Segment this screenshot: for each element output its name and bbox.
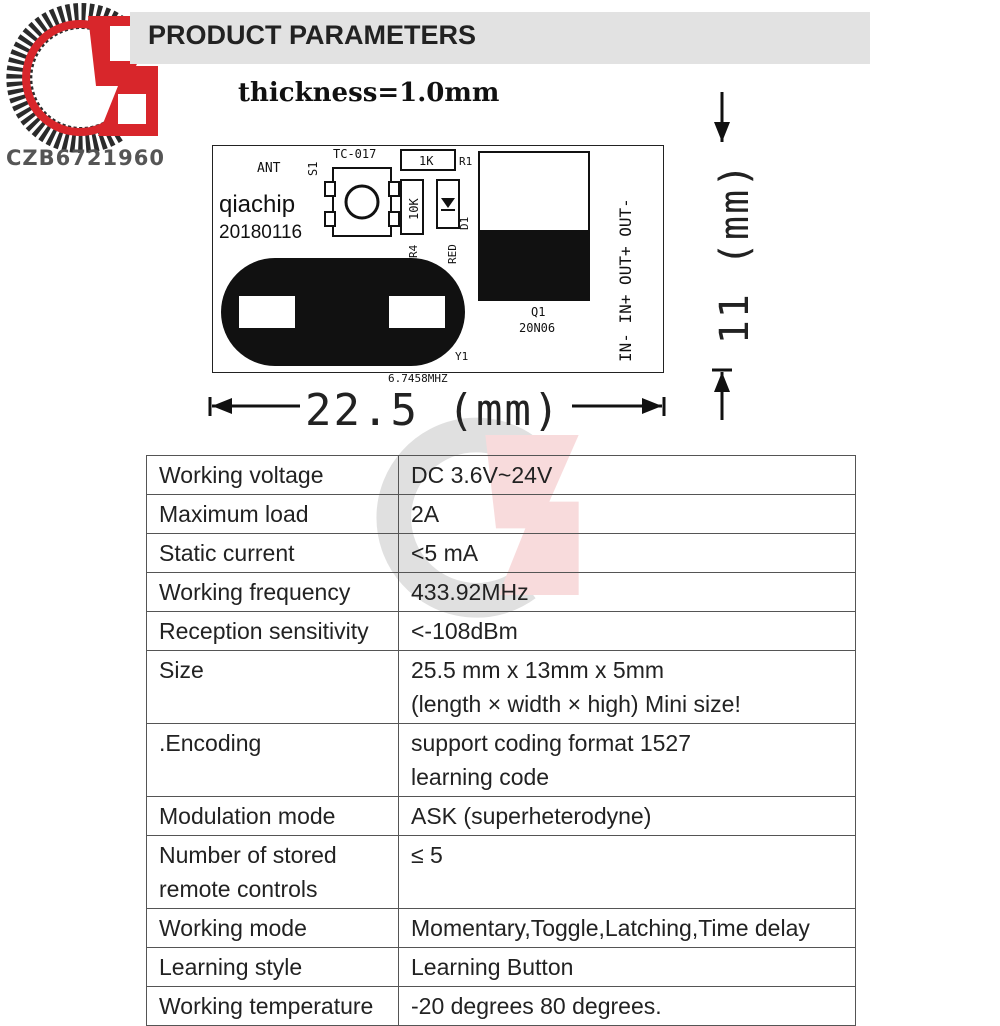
param-value-line: learning code: [411, 764, 550, 790]
param-value-line: ASK (superheterodyne): [411, 803, 652, 829]
height-dimension: 11 (mm): [712, 161, 758, 344]
param-name: Learning style: [147, 948, 399, 987]
height-dimension-wrap: [705, 145, 765, 360]
board-date: 20180116: [219, 222, 303, 243]
pin-labels: IN- IN+ OUT+ OUT-: [616, 198, 635, 362]
table-row: [147, 456, 856, 495]
param-value: [399, 909, 856, 948]
table-row: [147, 724, 856, 797]
table-row: [147, 909, 856, 948]
thickness-label: thickness=1.0mm: [238, 78, 500, 108]
param-value: [399, 987, 856, 1026]
param-value-line: Momentary,Toggle,Latching,Time delay: [411, 915, 810, 941]
param-name: Reception sensitivity: [147, 612, 399, 651]
table-row: [147, 836, 856, 909]
param-value-line: support coding format 1527: [411, 730, 692, 756]
param-value-line: 25.5 mm x 13mm x 5mm: [411, 657, 665, 683]
param-value: [399, 724, 856, 797]
table-row: [147, 948, 856, 987]
s1-label: S1: [306, 161, 320, 176]
param-value: [399, 456, 856, 495]
logo-text: CZB6721960: [6, 146, 165, 170]
param-name: Static current: [147, 534, 399, 573]
ant-label: ANT: [257, 161, 281, 176]
param-value: [399, 495, 856, 534]
param-value: [399, 612, 856, 651]
param-name: Working frequency: [147, 573, 399, 612]
table-row: [147, 797, 856, 836]
width-dimension: 22.5 (mm): [305, 385, 562, 436]
r4-label: R4: [407, 244, 420, 258]
param-value: [399, 651, 856, 724]
table-row: [147, 534, 856, 573]
table-row: [147, 987, 856, 1026]
param-value-line: <-108dBm: [411, 618, 518, 644]
r1-value: 1K: [419, 154, 434, 168]
crystal-frequency: 6.7458MHZ: [388, 372, 448, 385]
param-value-line: ≤ 5: [411, 842, 443, 868]
tc-label: TC-017: [333, 147, 377, 161]
led-color-label: RED: [446, 244, 459, 264]
param-value: [399, 797, 856, 836]
d1-label: D1: [458, 216, 471, 230]
param-name: Modulation mode: [147, 797, 399, 836]
r4-value: 10K: [407, 198, 421, 220]
param-value: [399, 836, 856, 909]
param-name: Working voltage: [147, 456, 399, 495]
param-value-line: Learning Button: [411, 954, 574, 980]
param-value-line: 2A: [411, 501, 440, 527]
param-value: [399, 534, 856, 573]
param-value-line: DC 3.6V~24V: [411, 462, 553, 488]
param-value-line: <5 mA: [411, 540, 479, 566]
y1-label: Y1: [455, 350, 469, 363]
param-name: [147, 836, 399, 909]
parameters-table: [146, 455, 856, 1026]
param-name: Maximum load: [147, 495, 399, 534]
page-title: PRODUCT PARAMETERS: [148, 20, 477, 50]
param-value: [399, 573, 856, 612]
param-name: Working mode: [147, 909, 399, 948]
param-name: Size: [147, 651, 399, 724]
param-name-line: remote controls: [159, 876, 318, 902]
param-value-line: (length × width × high) Mini size!: [411, 691, 741, 717]
r1-label: R1: [459, 155, 473, 168]
param-name: .Encoding: [147, 724, 399, 797]
param-value-line: 433.92MHz: [411, 579, 529, 605]
board-brand: qiachip: [219, 191, 296, 218]
table-row: [147, 573, 856, 612]
q1-label: Q1: [531, 305, 546, 319]
q1-part: 20N06: [519, 321, 556, 335]
param-value: [399, 948, 856, 987]
table-row: [147, 495, 856, 534]
table-row: [147, 612, 856, 651]
table-row: [147, 651, 856, 724]
param-name: Working temperature: [147, 987, 399, 1026]
param-name-line: Number of stored: [159, 842, 337, 868]
param-value-line: -20 degrees 80 degrees.: [411, 993, 662, 1019]
